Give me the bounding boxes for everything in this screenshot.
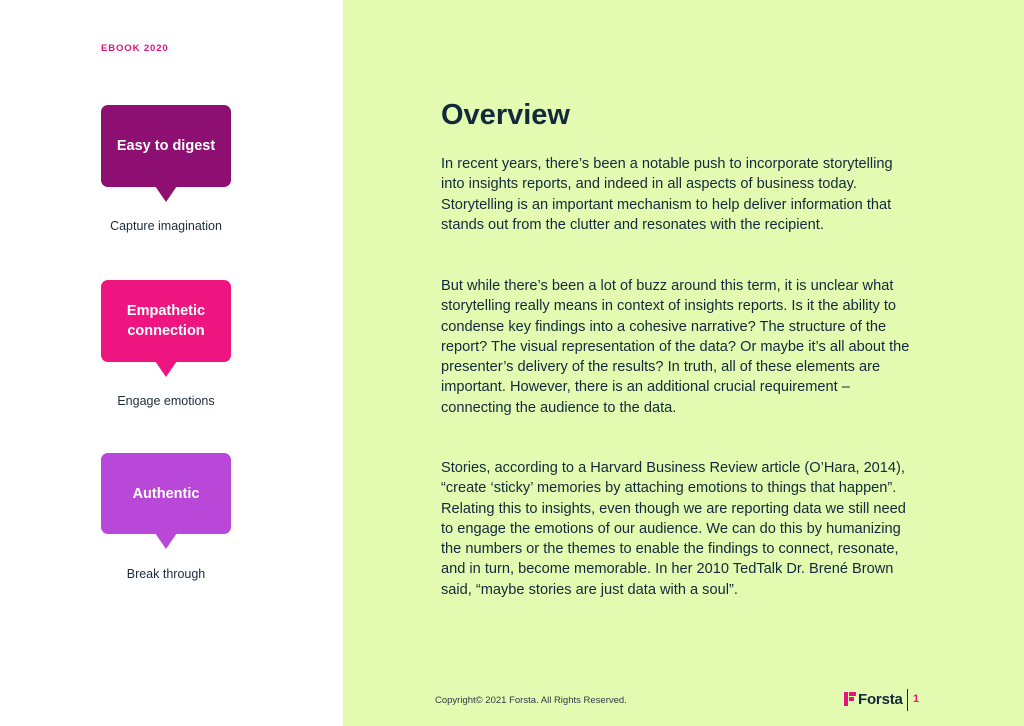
- speech-bubble-easy-to-digest: [101, 105, 231, 187]
- bubble-title: Authentic: [132, 485, 200, 502]
- bubble-caption: Capture imagination: [110, 219, 222, 233]
- bubble-title: Easy to digest: [116, 138, 216, 154]
- bubble-caption: Engage emotions: [117, 394, 215, 408]
- ebook-label: EBOOK 2020: [101, 43, 169, 54]
- speech-bubble-empathetic-connection: [101, 280, 231, 362]
- paragraph: In recent years, there’s been a notable push to incorporate storytelling into insights reports, and indeed in all aspects of business today. Storytelling is an important mechanism to help deliver information that stands out from the clutter and resonates with the recipient.: [441, 156, 893, 233]
- forsta-logo: [844, 690, 903, 708]
- forsta-logo-icon: [844, 692, 856, 706]
- logo-text: Forsta: [858, 690, 903, 708]
- paragraph: But while there’s been a lot of buzz around this term, it is unclear what storytelling really means in context of insights reports. Is it the ability to condense key findings into a cohesive narrative? The structure of the report? The visual representation of the data? Or maybe it’s all about the presenter’s delivery of the results? In truth, all of these elements are important. However, there is an additional crucial requirement – connecting the audience to the data.: [441, 278, 910, 416]
- copyright-text: Copyright© 2021 Forsta. All Rights Reserved.: [435, 695, 627, 706]
- page-number: 1: [913, 693, 920, 705]
- paragraph: Stories, according to a Harvard Business Review article (O’Hara, 2014), “create ‘sticky’ memories by attaching emotions to things that happen”. Relating this to insights, even though we are reporting data we still need to engage the emotions of our audience. We can do this by humanizing the numbers or the themes to enable the findings to connect, resonate, and in turn, become memorable. In her 2010 TedTalk Dr. Brené Brown said, “maybe stories are just data with a soul”.: [441, 460, 906, 598]
- bubble-caption: Break through: [126, 567, 206, 581]
- speech-bubble-authentic: [101, 453, 231, 534]
- page-title: Overview: [441, 99, 570, 131]
- footer-divider: [907, 689, 908, 711]
- bubble-title: Empathetic connection: [126, 303, 206, 339]
